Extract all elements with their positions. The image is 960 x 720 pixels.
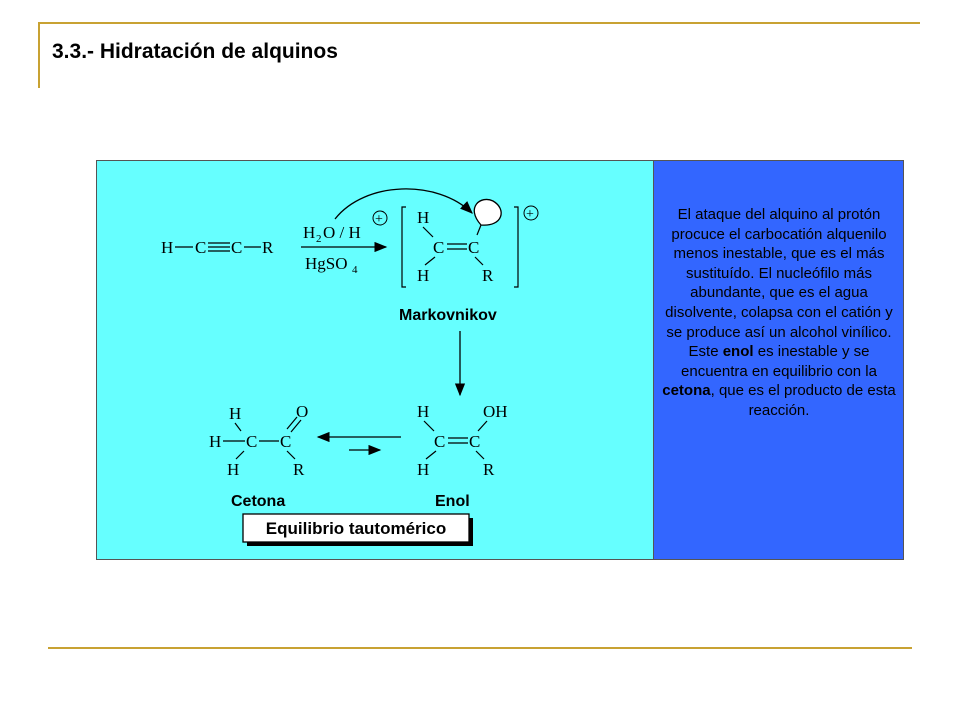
explanation-panel — [654, 161, 903, 559]
enol-r: R — [483, 460, 495, 479]
ketone-r: R — [293, 460, 305, 479]
explanation-part3: , que es el producto de esta reacción. — [710, 382, 896, 419]
carbocation-structure — [402, 199, 538, 287]
enol-c2: C — [469, 432, 481, 451]
alkyne-c2: C — [231, 238, 243, 257]
ketone-h2: H — [209, 432, 222, 451]
ketone-h3: H — [227, 460, 240, 479]
bottom-rule — [48, 647, 912, 649]
explanation-enol: enol — [722, 343, 754, 361]
reaction-scheme — [97, 161, 653, 559]
reagent-plus: + — [375, 212, 383, 227]
left-rule — [38, 22, 40, 88]
enol-structure — [417, 402, 508, 479]
ketone-c1: C — [246, 432, 258, 451]
reagent-sub2: 2 — [316, 233, 322, 245]
enol-c1: C — [434, 432, 446, 451]
reagent-h: H — [303, 223, 316, 242]
electron-arrow — [335, 189, 472, 219]
alkyne-structure — [161, 238, 274, 257]
reagent-o-h: O / H — [323, 223, 361, 242]
reaction-scheme-panel — [97, 161, 654, 559]
alkyne-h: H — [161, 238, 174, 257]
carbocation-c1: C — [433, 238, 445, 257]
top-rule — [40, 22, 920, 24]
enol-oh: OH — [483, 402, 508, 421]
explanation-part2: es inestable y se encuentra en equilibrio con la — [681, 343, 877, 380]
ketone-h1: H — [229, 404, 242, 423]
carbocation-charge: + — [526, 207, 534, 222]
enol-label: Enol — [435, 493, 470, 510]
carbocation-h1: H — [417, 208, 430, 227]
enol-h1: H — [417, 402, 430, 421]
ketone-o: O — [296, 402, 309, 421]
alkyne-c1: C — [195, 238, 207, 257]
slide-content-box — [96, 160, 904, 560]
ketone-structure — [209, 402, 308, 479]
carbocation-r: R — [482, 266, 494, 285]
carbocation-c2: C — [468, 238, 480, 257]
markovnikov-label: Markovnikov — [399, 307, 497, 324]
explanation-cetona: cetona — [662, 382, 711, 400]
reagents — [301, 211, 387, 276]
ketone-c2: C — [280, 432, 292, 451]
equilibrium-label: Equilibrio tautomérico — [265, 519, 447, 538]
enol-h2: H — [417, 460, 430, 479]
explanation-text — [662, 205, 896, 421]
reagent-hgso: HgSO — [305, 254, 348, 273]
explanation-part1: El ataque del alquino al protón procuce el carbocatión alquenilo menos inestable, que es el más sustituído. El nucleófilo más abundante, que es el agua disolvente, colapsa con el catión y se produce así un alcohol vinílico. Este — [665, 206, 893, 361]
reagent-sub4: 4 — [352, 264, 358, 276]
page-title: 3.3.- Hidratación de alquinos — [52, 40, 338, 63]
empty-orbital — [474, 199, 501, 225]
alkyne-r: R — [262, 238, 274, 257]
cetona-label: Cetona — [231, 493, 286, 510]
carbocation-h2: H — [417, 266, 430, 285]
